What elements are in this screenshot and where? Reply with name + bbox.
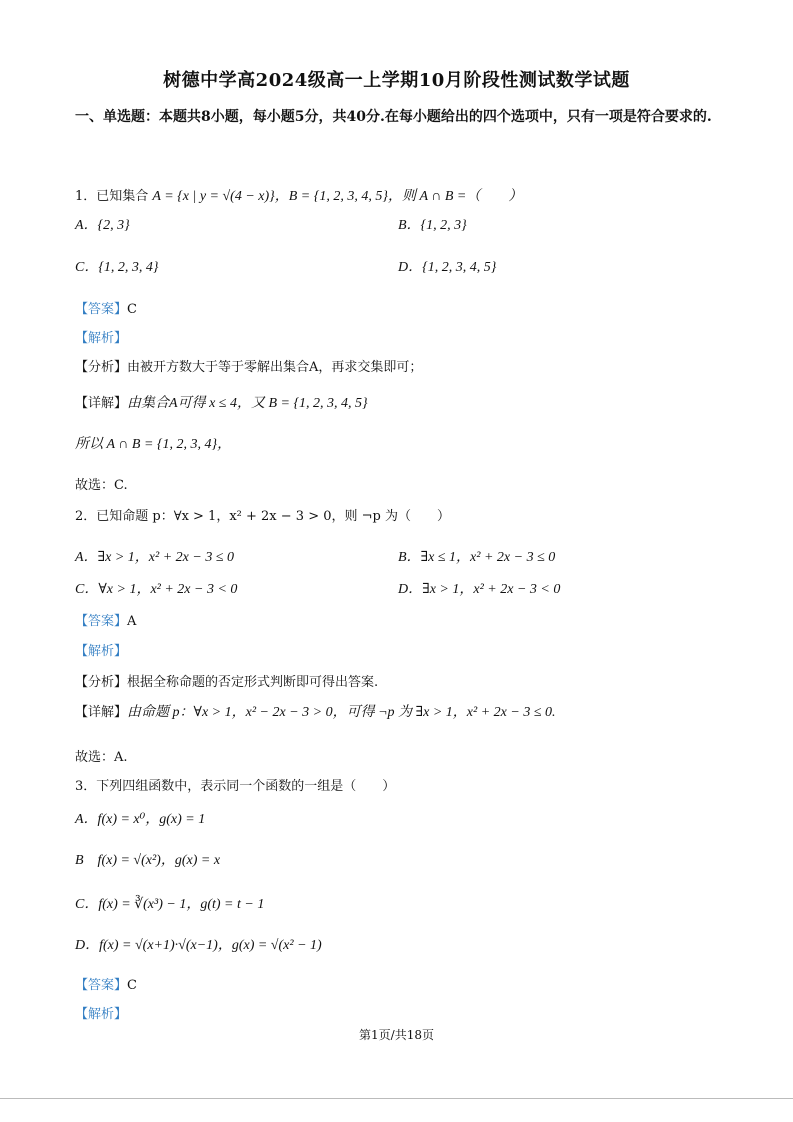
q2-stem: 2．已知命题 p：∀x > 1，x² + 2x − 3 > 0，则 ¬p 为（ ） bbox=[75, 509, 450, 524]
fenxi-tag: 【分析】 bbox=[75, 675, 128, 690]
q3-answer bbox=[75, 974, 137, 993]
q1-math: A = {x | y = √(4 − x)}，B = {1, 2, 3, 4, 5}，则 A ∩ B =（ ） bbox=[152, 189, 523, 204]
q1-detail bbox=[75, 392, 368, 412]
q1-result: 所以 A ∩ B = {1, 2, 3, 4}， bbox=[75, 437, 232, 452]
q2-option-d: D．∃x > 1，x² + 2x − 3 < 0 bbox=[398, 582, 561, 597]
q1-option-b: B．{1, 2, 3} bbox=[398, 218, 467, 233]
q1-answer bbox=[75, 298, 137, 317]
q3-answer-value: C bbox=[127, 978, 137, 993]
q1-fenxi-text: 由被开方数大于等于零解出集合A，再求交集即可； bbox=[127, 360, 423, 375]
q3-option-b: B f(x) = √(x²)，g(x) = x bbox=[75, 853, 221, 868]
q2-option-b: B．∃x ≤ 1，x² + 2x − 3 ≤ 0 bbox=[398, 550, 556, 565]
q2-answer-value: A bbox=[127, 614, 137, 629]
q2-fenxi bbox=[75, 671, 378, 690]
q2-detail-text: 由命题 p：∀x > 1，x² − 2x − 3 > 0，可得 ¬p 为 ∃x > 1，x² + 2x − 3 ≤ 0. bbox=[127, 705, 556, 720]
q1-fenxi bbox=[75, 356, 422, 375]
page-footer: 第1页/共18页 bbox=[359, 1028, 434, 1042]
answer-tag: 【答案】 bbox=[75, 302, 128, 317]
detail-tag: 【详解】 bbox=[75, 396, 128, 411]
q2-option-c: C．∀x > 1，x² + 2x − 3 < 0 bbox=[75, 582, 238, 597]
page-bottom-rule bbox=[0, 1098, 793, 1099]
q1-option-d: D．{1, 2, 3, 4, 5} bbox=[398, 260, 497, 275]
q1-option-c: C．{1, 2, 3, 4} bbox=[75, 260, 159, 275]
q3-analysis-tag: 【解析】 bbox=[75, 1007, 128, 1022]
q1-choose: 故选：C. bbox=[75, 478, 128, 493]
detail-tag: 【详解】 bbox=[75, 705, 128, 720]
q3-option-a: A．f(x) = x⁰，g(x) = 1 bbox=[75, 812, 206, 827]
q2-fenxi-text: 根据全称命题的否定形式判断即可得出答案. bbox=[127, 675, 379, 690]
q2-analysis-tag: 【解析】 bbox=[75, 644, 128, 659]
q1-answer-value: C bbox=[127, 302, 137, 317]
q1-stem-text: 1．已知集合 bbox=[75, 189, 149, 204]
q2-choose: 故选：A. bbox=[75, 750, 128, 765]
q1-option-a: A．{2, 3} bbox=[75, 218, 130, 233]
q3-option-c: C．f(x) = ∛(x³) − 1，g(t) = t − 1 bbox=[75, 897, 265, 912]
q2-detail bbox=[75, 701, 556, 721]
section-heading: 一、单选题：本题共8小题，每小题5分，共40分.在每小题给出的四个选项中，只有一项是符合要求的. bbox=[75, 109, 712, 125]
q3-option-d: D．f(x) = √(x+1)·√(x−1)，g(x) = √(x² − 1) bbox=[75, 938, 322, 953]
q1-detail-text: 由集合A可得 x ≤ 4，又 B = {1, 2, 3, 4, 5} bbox=[127, 396, 368, 411]
fenxi-tag: 【分析】 bbox=[75, 360, 128, 375]
q1-analysis-tag: 【解析】 bbox=[75, 331, 128, 346]
q1-stem bbox=[75, 185, 522, 205]
q2-answer bbox=[75, 610, 136, 629]
answer-tag: 【答案】 bbox=[75, 978, 128, 993]
page-title: 树德中学高2024级高一上学期10月阶段性测试数学试题 bbox=[163, 70, 630, 91]
q2-option-a: A．∃x > 1，x² + 2x − 3 ≤ 0 bbox=[75, 550, 235, 565]
q3-stem: 3．下列四组函数中，表示同一个函数的一组是（ ） bbox=[75, 779, 396, 794]
answer-tag: 【答案】 bbox=[75, 614, 128, 629]
